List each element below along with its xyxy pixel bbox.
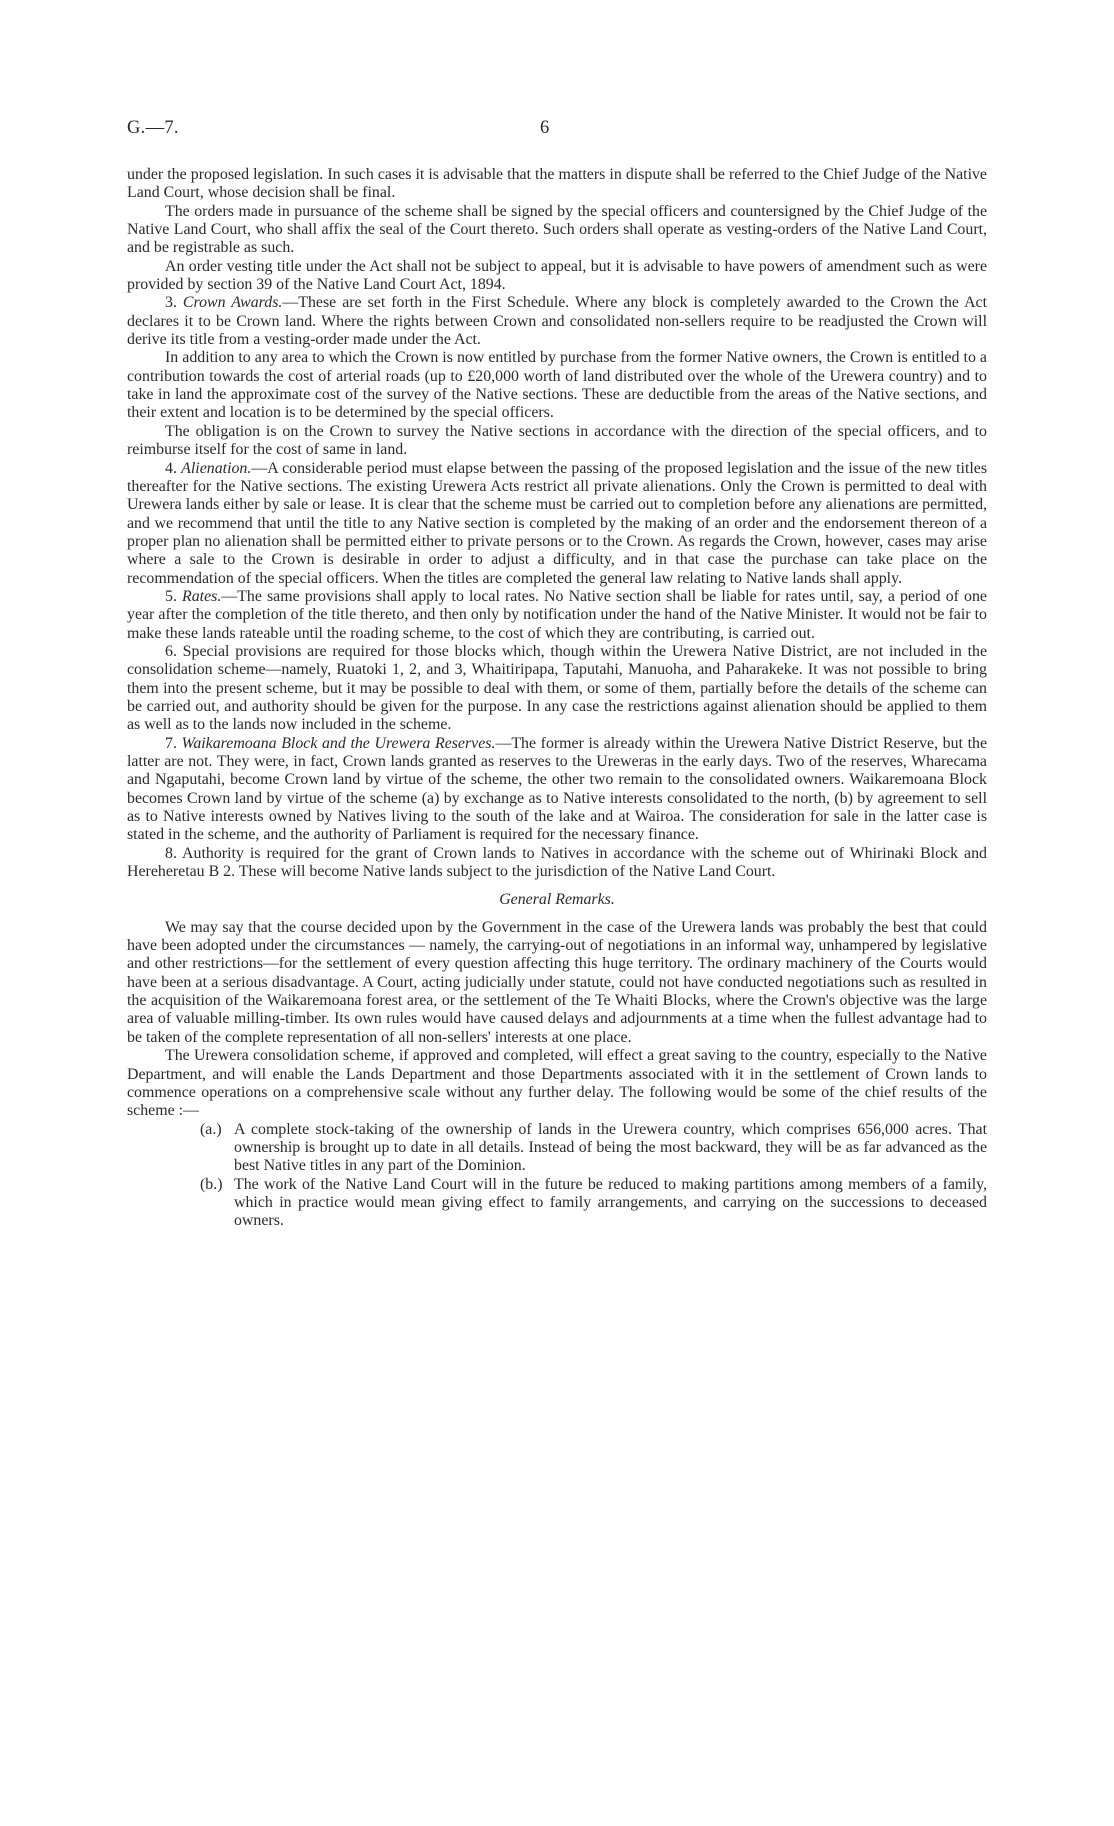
paragraph: The obligation is on the Crown to survey the Native sections in accordance with the direction of the special officers, and to reimburse itself for the cost of same in land. (127, 422, 987, 459)
page-number: 6 (540, 118, 550, 138)
body-text (127, 166, 987, 1231)
paragraph: The Urewera consolidation scheme, if approved and completed, will effect a great saving to the country, especially to the Native Department, and will enable the Lands Department and those Departments associated with it in the settlement of Crown lands to commence operations on a comprehensive scale without any further delay. The following would be some of the chief results of the scheme :— (127, 1047, 987, 1120)
section-title: Rates. (182, 587, 222, 605)
list-item-text: The work of the Native Land Court will in the future be reduced to making partitions among members of a family, which in practice would mean giving effect to family arrangements, and carrying on the successions to deceased owners. (234, 1175, 987, 1230)
paragraph: under the proposed legislation. In such cases it is advisable that the matters in dispute shall be referred to the Chief Judge of the Native Land Court, whose decision shall be final. (127, 166, 987, 202)
paragraph: The orders made in pursuance of the scheme shall be signed by the special officers and countersigned by the Chief Judge of the Native Land Court, who shall affix the seal of the Court thereto. Such orders shall operate as vesting-orders of the Native Land Court, and be registrable as such. (127, 202, 987, 257)
paragraph: 6. Special provisions are required for those blocks which, though within the Urewera Native District, are not included in the consolidation scheme—namely, Ruatoki 1, 2, and 3, Whaitiripapa, Taputahi, Manuoha, and Paharakeke. It was not possible to bring them into the present scheme, but it may be possible to deal with them, or some of them, partially before the details of the scheme can be carried out, and authority should be given for the purpose. In any case the restrictions against alienation should be applied to them as well as to the lands now included in the scheme. (127, 642, 987, 734)
section-title: Crown Awards. (182, 294, 283, 312)
section-title: Waikaremoana Block and the Urewera Reserves. (181, 734, 496, 752)
paragraph-rates: 5. Rates.—The same provisions shall apply to local rates. No Native section shall be liable for rates until, say, a period of one year after the completion of the title thereto, and then only by notification under the hand of the Native Minister. It would not be fair to make these lands rateable until the roading scheme, to the cost of which they are contributing, is carried out. (127, 587, 987, 642)
section-heading: General Remarks. (499, 891, 615, 909)
paragraph: 8. Authority is required for the grant of Crown lands to Natives in accordance with the scheme out of Whirinaki Block and Hereheretau B 2. These will become Native lands subject to the jurisdiction of the Native Land Court. (127, 844, 987, 881)
list-item-text: A complete stock-taking of the ownership of lands in the Urewera country, which comprises 656,000 acres. That ownership is brought up to date in all details. Instead of being the most backward, they will be as far advanced as the best Native titles in any part of the Dominion. (234, 1120, 987, 1175)
list-item (127, 1176, 987, 1231)
paragraph: We may say that the course decided upon by the Government in the case of the Urewera lands was probably the best that could have been adopted under the circumstances — namely, the carrying-out of negotiations in an informal way, unhampered by legislative and other restrictions—for the settlement of every question affecting this huge territory. The ordinary machinery of the Courts would have been at a serious disadvantage. A Court, acting judicially under statute, could not have conducted negotiations such as resulted in the acquisition of the Waikaremoana forest area, or the settlement of the Te Whaiti Blocks, where the Crown's objective was the large area of valuable milling-timber. Its own rules would have caused delays and adjournments at a time when the fullest advantage had to be taken of the complete representation of all non-sellers' interests at one place. (127, 918, 987, 1046)
paragraph-alienation: 4. Alienation.—A considerable period must elapse between the passing of the proposed legislation and the issue of the new titles thereafter for the Native sections. The existing Urewera Acts restrict all private alienations. Only the Crown is permitted to deal with Urewera lands either by sale or lease. It is clear that the scheme must be carried out to completion before any alienations are permitted, and we recommend that until the title to any Native section is completed by the making of an order and the endorsement thereon of a proper plan no alienation shall be permitted either to private persons or to the Crown. As regards the Crown, however, cases may arise where a sale to the Crown is desirable in order to adjust a difficulty, and in that case the purchase can take place on the recommendation of the special officers. When the titles are completed the general law relating to Native lands shall apply. (127, 459, 988, 587)
list-item (127, 1121, 987, 1176)
list-item-label: (b.) (200, 1175, 223, 1193)
page-header (127, 118, 987, 144)
list-item-label: (a.) (200, 1120, 222, 1138)
paragraph: An order vesting title under the Act shall not be subject to appeal, but it is advisable to have powers of amendment such as were provided by section 39 of the Native Land Court Act, 1894. (127, 257, 987, 294)
document-reference: G.—7. (127, 118, 179, 138)
paragraph-waikaremoana: 7. Waikaremoana Block and the Urewera Reserves.—The former is already within the Urewera Native District Reserve, but the latter are not. They were, in fact, Crown lands granted as reserves to the Ureweras in the early days. Two of the reserves, Wharecama and Ngaputahi, become Crown land by virtue of the scheme, the other two remain to the consolidated owners. Waikaremoana Block becomes Crown land by virtue of the scheme (a) by exchange as to Native interests consolidated to the north, (b) by agreement to sell as to Native interests owned by Natives living to the south of the lake and at Wairoa. The consideration for sale in the latter case is stated in the scheme, and the authority of Parliament is required for the necessary finance. (127, 734, 987, 844)
results-list (127, 1121, 987, 1231)
section-title: Alienation. (181, 459, 252, 477)
paragraph: In addition to any area to which the Crown is now entitled by purchase from the former Native owners, the Crown is entitled to a contribution towards the cost of arterial roads (up to £20,000 worth of land distributed over the whole of the Urewera country) and to take in land the approximate cost of the survey of the Native sections. These are deductible from the areas of the Native sections, and their extent and location is to be determined by the special officers. (127, 349, 987, 422)
paragraph-crown-awards: 3. Crown Awards.—These are set forth in the First Schedule. Where any block is completely awarded to the Crown the Act declares it to be Crown land. Where the rights between Crown and consolidated non-sellers require to be readjusted the Crown will derive its title from a vesting-order made under the Act. (127, 294, 988, 349)
